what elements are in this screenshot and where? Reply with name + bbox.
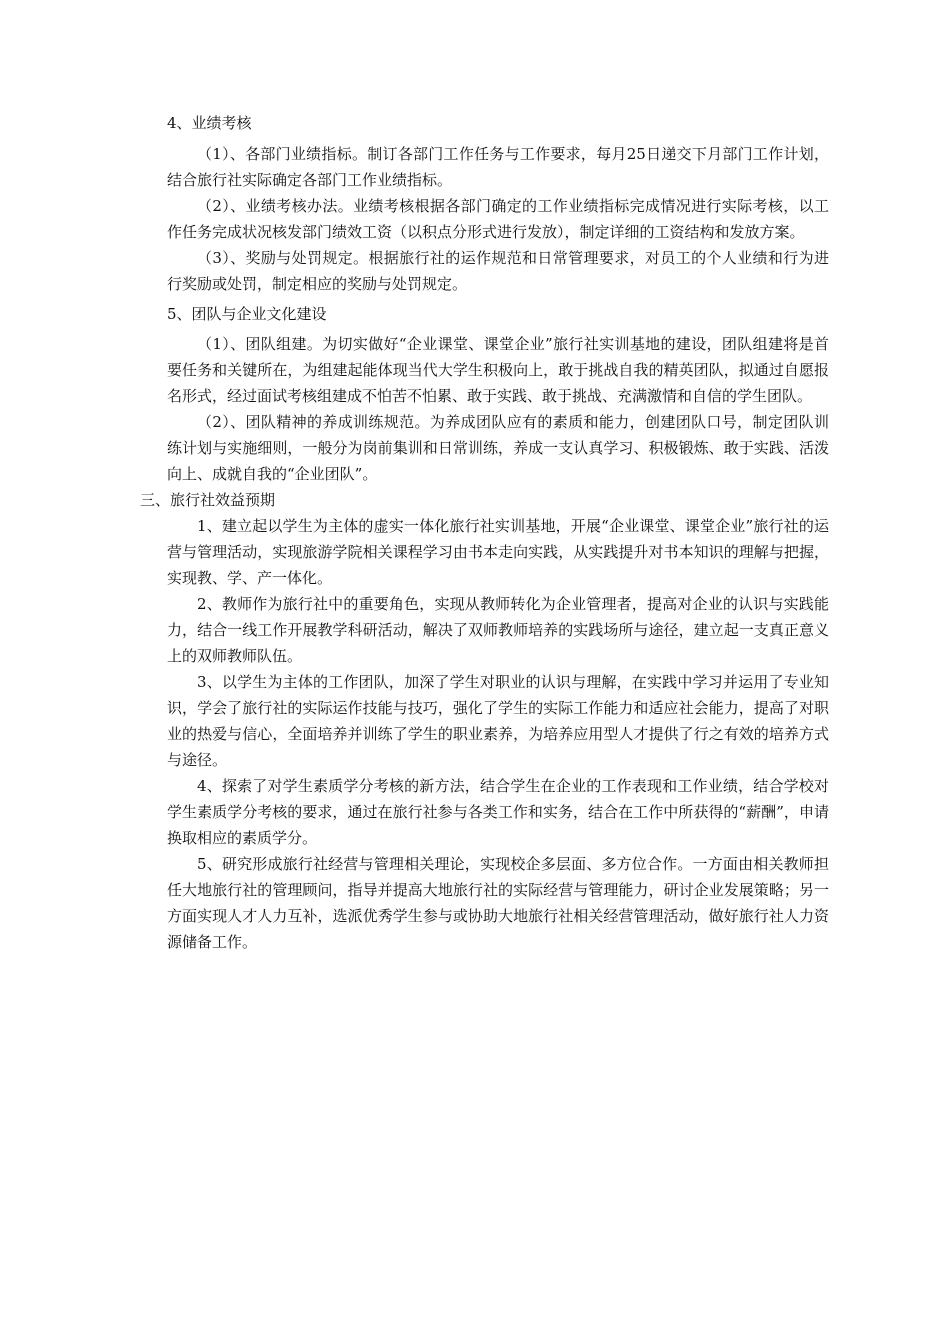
document-body xyxy=(140,110,829,955)
paragraph-team-formation: （1）、团队组建。为切实做好“企业课堂、课堂企业”旅行社实训基地的建设，团队组建将是首要任务和关键所在，为组建起能体现当代大学生积极向上，敢于挑战自我的精英团队，拟通过自愿报名形式，经过面试考核组建成不怕苦不怕累、敢于实践、敢于挑战、充满激情和自信的学生团队。 xyxy=(167,335,829,405)
paragraph-benefit-4: 4、探索了对学生素质学分考核的新方法，结合学生在企业的工作表现和工作业绩，结合学校对学生素质学分考核的要求，通过在旅行社参与各类工作和实务，结合在工作中所获得的“薪酬”，申请换取相应的素质学分。 xyxy=(167,777,829,847)
section-heading-expected-benefits: 三、旅行社效益预期 xyxy=(140,491,276,509)
paragraph-benefit-3: 3、以学生为主体的工作团队，加深了学生对职业的认识与理解，在实践中学习并运用了专业知识，学会了旅行社的实际运作技能与技巧，强化了学生的实际工作能力和适应社会能力，提高了对职业的热爱与信心，全面培养并训练了学生的职业素养，为培养应用型人才提供了行之有效的培养方式与途径。 xyxy=(167,673,829,769)
paragraph-department-indicators: （1）、各部门业绩指标。制订各部门工作任务与工作要求，每月25日递交下月部门工作计划，结合旅行社实际确定各部门工作业绩指标。 xyxy=(167,145,829,189)
paragraph-benefit-1: 1、建立起以学生为主体的虚实一体化旅行社实训基地，开展“企业课堂、课堂企业”旅行社的运营与管理活动，实现旅游学院相关课程学习由书本走向实践，从实践提升对书本知识的理解与把握，实现教、学、产一体化。 xyxy=(167,517,829,587)
paragraph-benefit-5: 5、研究形成旅行社经营与管理相关理论，实现校企多层面、多方位合作。一方面由相关教师担任大地旅行社的管理顾问，指导并提高大地旅行社的实际经营与管理能力，研讨企业发展策略；另一方面实现人才人力互补，选派优秀学生参与或协助大地旅行社相关经营管理活动，做好旅行社人力资源储备工作。 xyxy=(167,855,829,951)
paragraph-team-spirit: （2）、团队精神的养成训练规范。为养成团队应有的素质和能力，创建团队口号，制定团队训练计划与实施细则，一般分为岗前集训和日常训练，养成一支认真学习、积极锻炼、敢于实践、活泼向上、成就自我的“企业团队”。 xyxy=(167,413,829,483)
paragraph-benefit-2: 2、教师作为旅行社中的重要角色，实现从教师转化为企业管理者，提高对企业的认识与实践能力，结合一线工作开展教学科研活动，解决了双师教师培养的实践场所与途径，建立起一支真正意义上的双师教师队伍。 xyxy=(167,595,829,665)
section-heading-performance-assessment: 4、业绩考核 xyxy=(167,114,252,132)
section-heading-team-culture: 5、团队与企业文化建设 xyxy=(167,305,327,323)
paragraph-rewards-penalties: （3）、奖励与处罚规定。根据旅行社的运作规范和日常管理要求，对员工的个人业绩和行为进行奖励或处罚，制定相应的奖励与处罚规定。 xyxy=(167,249,829,293)
paragraph-assessment-method: （2）、业绩考核办法。业绩考核根据各部门确定的工作业绩指标完成情况进行实际考核，以工作任务完成状况核发部门绩效工资（以积点分形式进行发放），制定详细的工资结构和发放方案。 xyxy=(167,197,829,241)
